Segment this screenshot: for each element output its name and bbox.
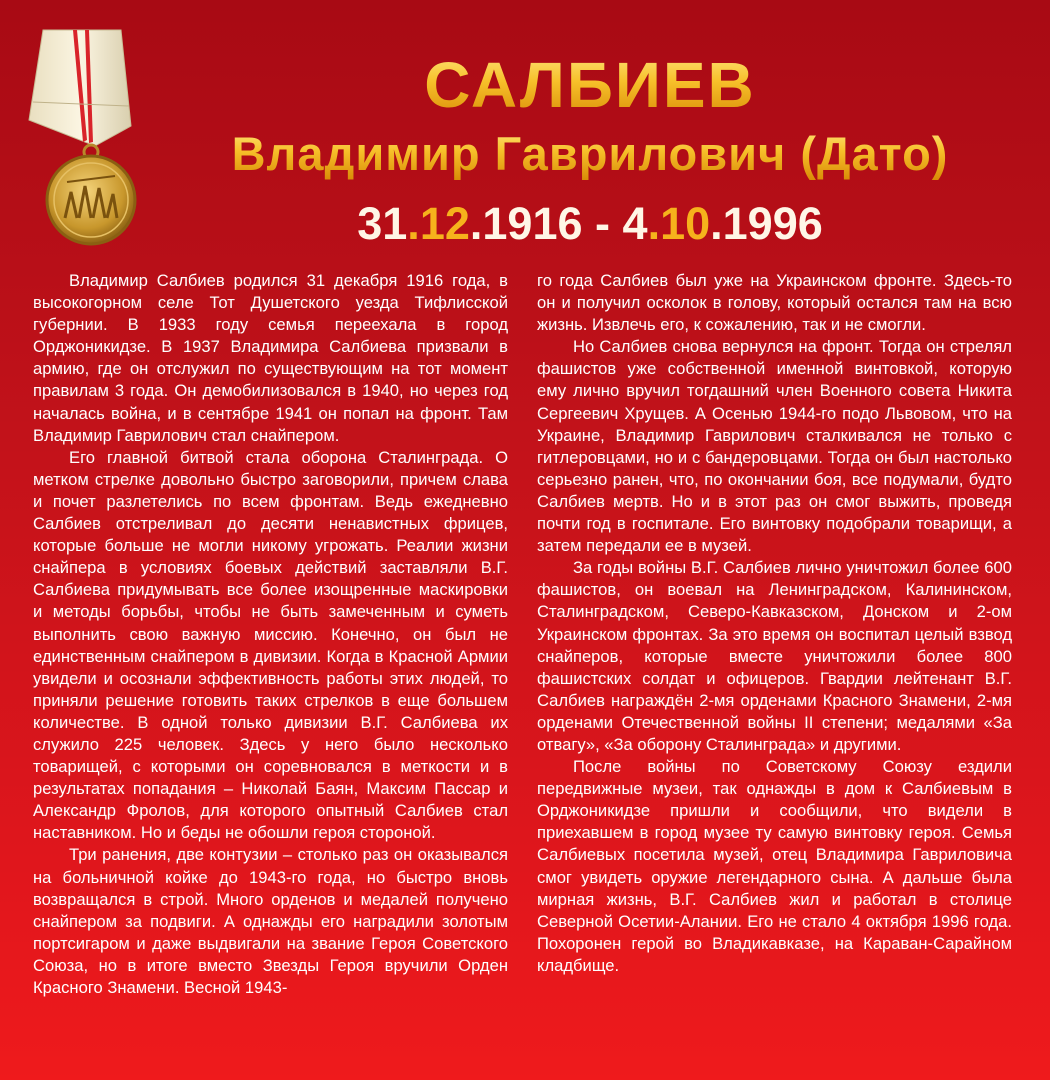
birth-month: 12: [419, 198, 470, 249]
birth-day: 31: [357, 198, 408, 249]
death-month: 10: [660, 198, 711, 249]
dot: .: [469, 198, 483, 249]
date-separator: -: [595, 198, 611, 249]
paragraph: Но Салбиев снова вернулся на фронт. Тогда он стрелял фашистов уже собственной именной винтовкой, которую ему лично вручил тогдашний член Военного совета Никита Сергеевич Хрущев. А Осенью 1944-го подо Львовом, что на Украине, Владимир Гаврилович сталкивался не только с гитлеровцами, но и с бандеровцами. Тогда он был настолько серьезно ранен, что, по окончании боя, все подумали, будто Салбиев мертв. Но и в этот раз он смог выжить, проведя почти год в госпитале. Его винтовку подобрали товарищи, а затем передали ее в музей.: [537, 337, 1012, 556]
death-year: 1996: [722, 198, 823, 249]
paragraph: Его главной битвой стала оборона Сталинграда. О метком стрелке довольно быстро заговорили, причем слава и почет разлетелись по всем фронтам. Ведь ежедневно Салбиев отстреливал до десяти ненавистных фрицев, которые больше не могли никому угрожать. Реалии жизни снайпера в условиях боевых действий заставляли В.Г. Салбиева придумывать все более изощренные маскировки и методы борьбы, чтобы не быть замеченным и суметь выполнить свою важную миссию. Конечно, он был не единственным снайпером в дивизии. Когда в Красной Армии увидели и осознали эффективность работы этих людей, то приняли решение готовить таких стрелков в еще большем количестве. В одной только дивизии В.Г. Салбиева их служило 225 человек. Здесь у него было несколько товарищей, с которыми он соревновался в меткости и в результатах попадания – Николай Баян, Максим Пассар и Александр Фролов, для которого опытный Салбиев стал наставником. Но и беды не обошли героя стороной.: [33, 447, 508, 843]
page-title: САЛБИЕВ: [320, 48, 860, 122]
paragraph: Владимир Салбиев родился 31 декабря 1916 года, в высокогорном селе Тот Душетского уезда Тифлисской губернии. В 1933 году семья переехала в город Орджоникидзе. В 1937 Владимира Салбиева призвали в армию, где он отслужил по существующим на тот момент правилам 3 года. Он демобилизовался в 1940, но через год началась война, и в сентябре 1941 он попал на фронт. Там Владимир Гаврилович стал снайпером.: [33, 271, 508, 445]
paragraph: После войны по Советскому Союзу ездили передвижные музеи, так однажды в дом к Салбиевым в Орджоникидзе пришли и сообщили, что видели в приехавшем в город музее ту самую винтовку героя. Семья Салбиевых посетила музей, отец Владимира Гавриловича смог увидеть оружие легендарного сына. А дальше была мирная жизнь, В.Г. Салбиев жил и работал в столице Северной Осетии-Алании. Его не стало 4 октября 1996 года. Похоронен герой во Владикавказе, на Караван-Сарайном кладбище.: [537, 757, 1012, 975]
biography-left-column: [33, 270, 508, 999]
paragraph: го года Салбиев был уже на Украинском фронте. Здесь-то он и получил осколок в голову, который остался там на всю жизнь. Извлечь его, к сожалению, так и не смогли.: [537, 271, 1012, 335]
dot: .: [407, 198, 420, 249]
medal-icon: [25, 22, 155, 252]
full-name-subtitle: Владимир Гаврилович (Дато): [170, 126, 1010, 181]
death-day: 4: [622, 198, 648, 249]
dot: .: [647, 198, 661, 249]
life-dates: [340, 198, 840, 250]
paragraph: За годы войны В.Г. Салбиев лично уничтожил более 600 фашистов, он воевал на Ленинградском, Калининском, Сталинградском, Северо-Кавказском, Донском и 2-ом Украинском фронтах. За это время он воспитал целый взвод снайперов, которые вместе уничтожили более 800 фашистских солдат и офицеров. Гвардии лейтенант В.Г. Салбиев награждён 2-мя орденами Красного Знамени, 2-мя орденами Отечественной войны II степени; медалями «За отвагу», «За оборону Сталинграда» и другими.: [537, 558, 1012, 754]
paragraph: Три ранения, две контузии – столько раз он оказывался на больничной койке до 1943-го года, но быстро вновь возвращался в строй. Много орденов и медалей получено снайпером за подвиги. А однажды его наградили золотым портсигаром и даже выдвигали на звание Героя Советского Союза, но в итоге вместо Звезды Героя вручили Орден Красного Знамени. Весной 1943-: [33, 845, 508, 997]
birth-year: 1916: [482, 198, 583, 249]
biography-right-column: [537, 270, 1012, 977]
dot: .: [710, 198, 723, 249]
